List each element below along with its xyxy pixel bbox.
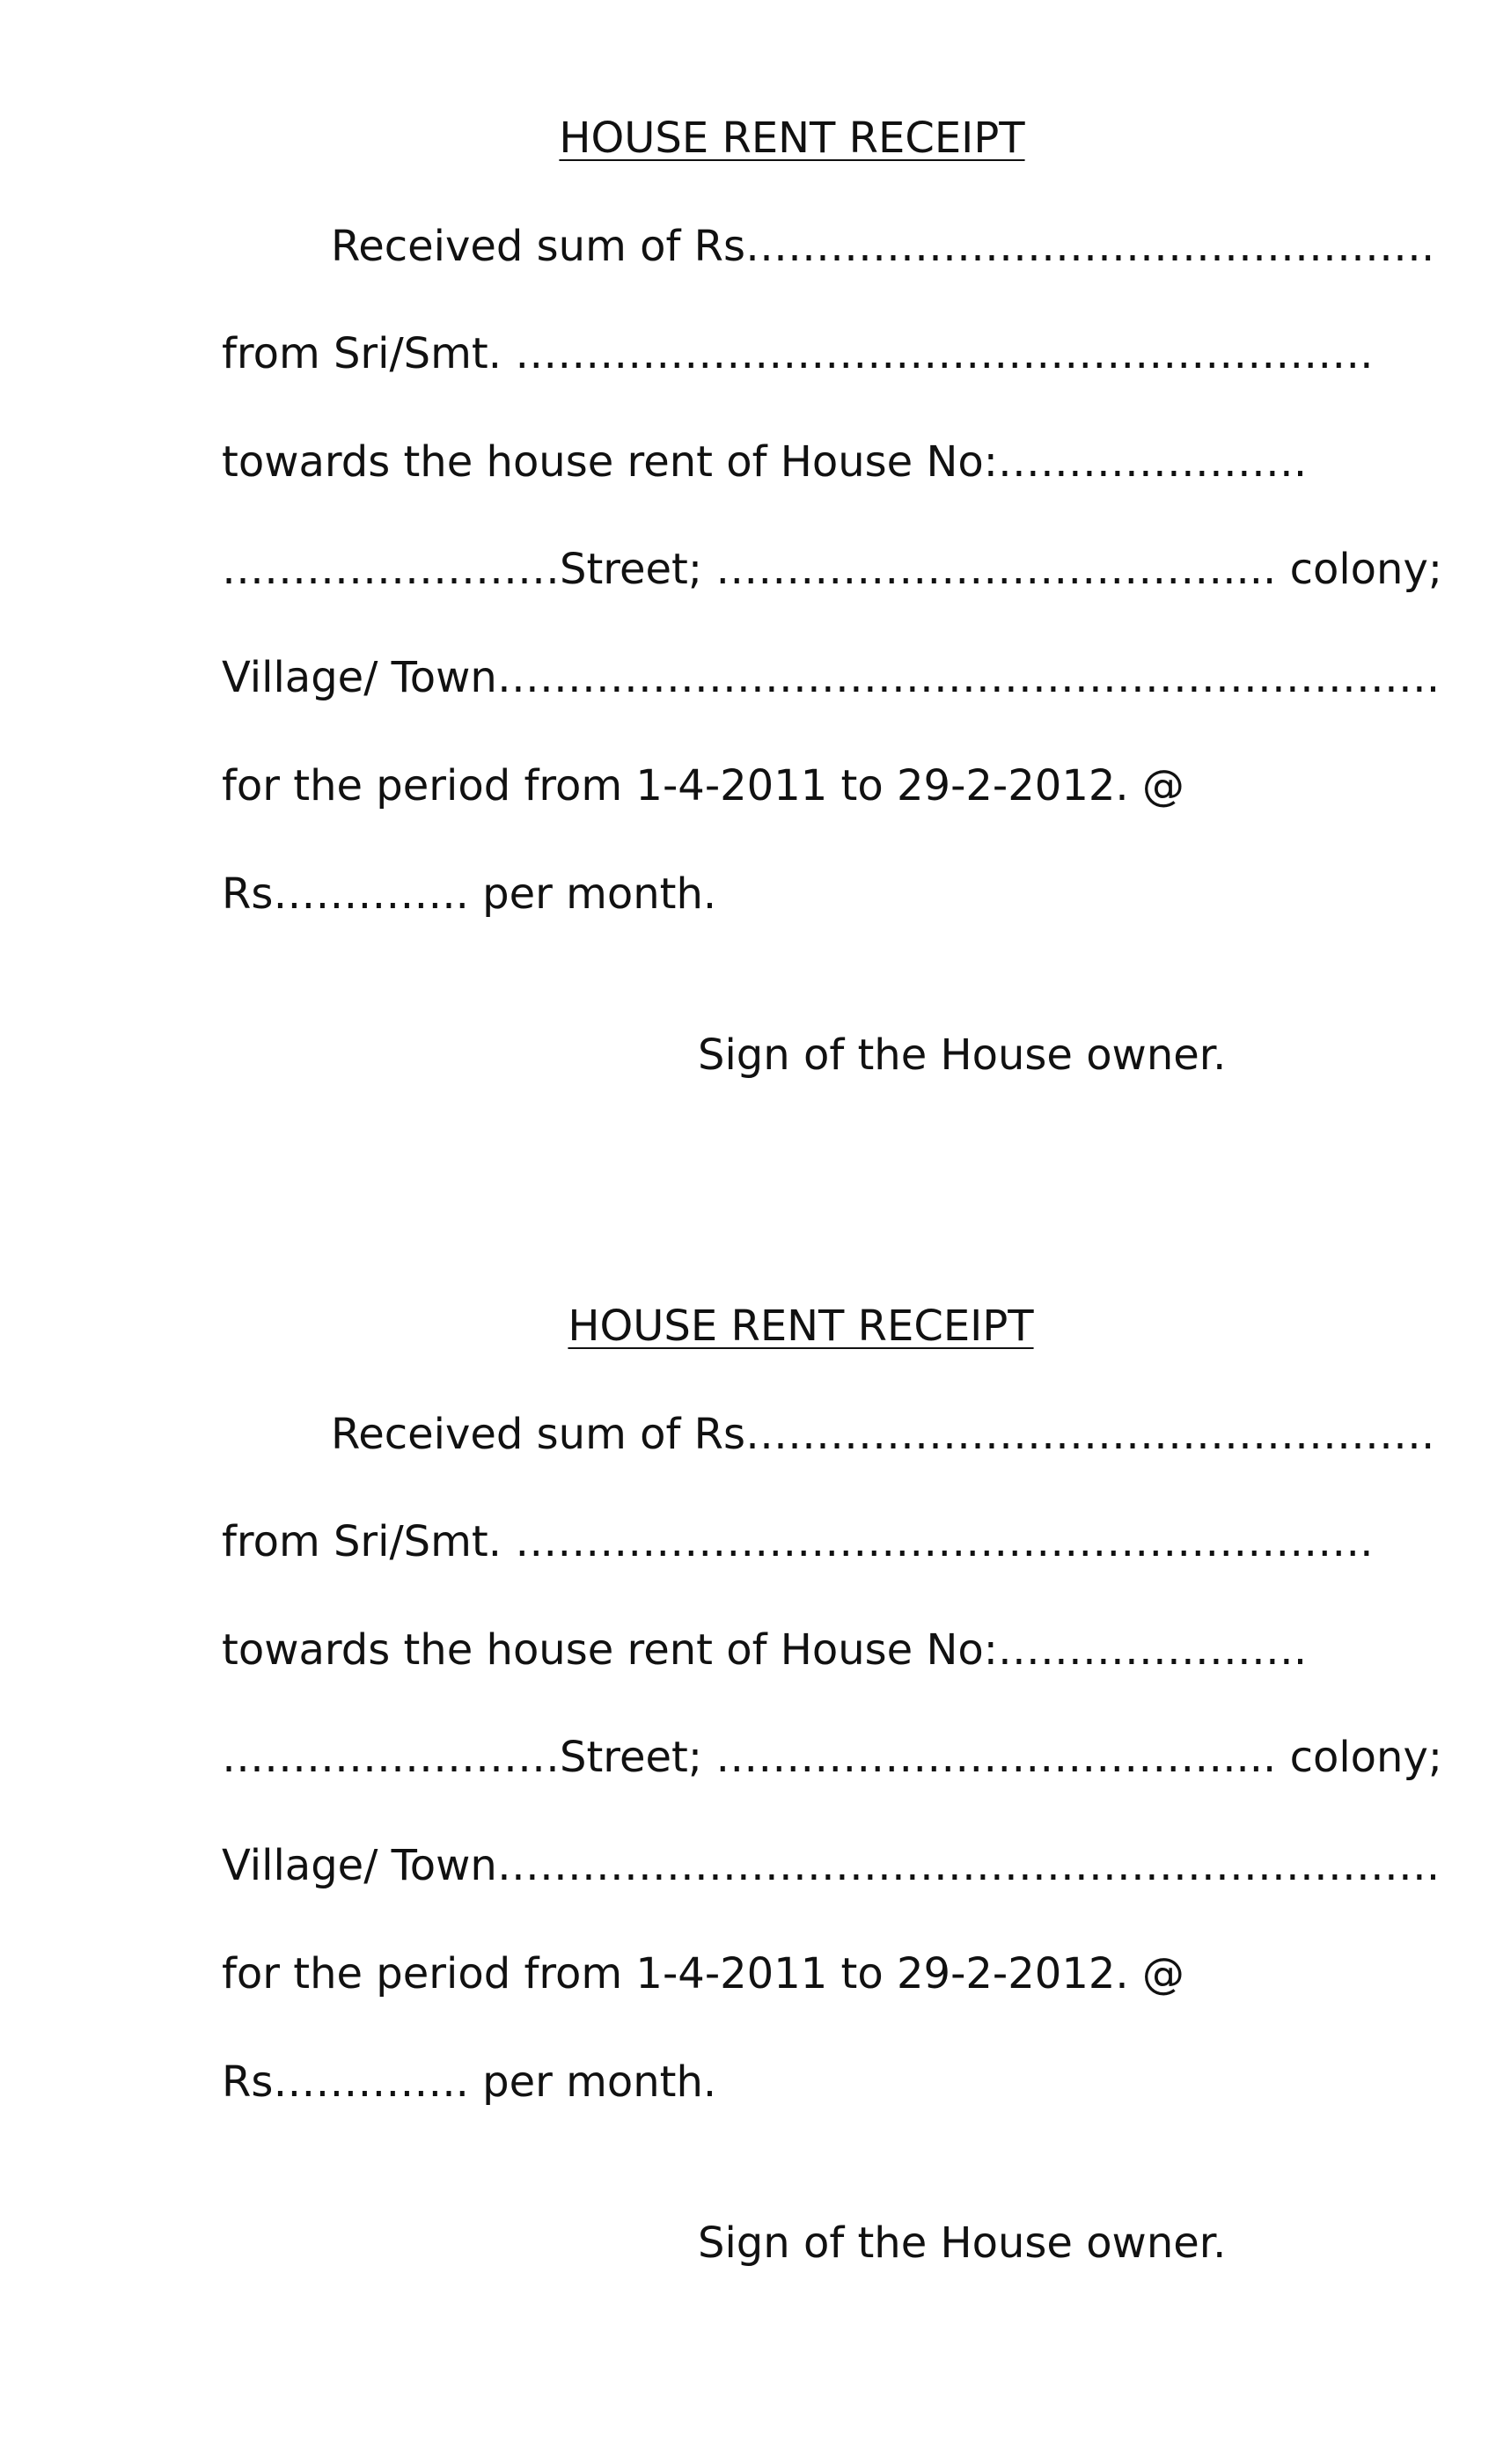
monthly-rate-line: Rs………….. per month.	[222, 2057, 717, 2107]
period-line: for the period from 1-4-2011 to 29-2-2012. @	[222, 1949, 1184, 1998]
received-sum-line: Received sum of Rs………………………………………….	[331, 1410, 1435, 1459]
house-owner-signature-label: Sign of the House owner.	[698, 1030, 1227, 1080]
street-colony-line: ……………………Street; ……………………………….... colony;	[222, 1733, 1443, 1782]
from-name-line: from Sri/Smt. …………………………………………………….	[222, 1517, 1374, 1566]
village-town-line: Village/ Town………………………………………………………….	[222, 1841, 1441, 1890]
receipt-title: HOUSE RENT RECEIPT	[568, 1302, 1034, 1351]
house-owner-signature-label: Sign of the House owner.	[698, 2218, 1227, 2268]
received-sum-line: Received sum of Rs………………………………………….	[331, 222, 1435, 271]
monthly-rate-line: Rs………….. per month.	[222, 869, 717, 919]
period-line: for the period from 1-4-2011 to 29-2-2012. @	[222, 761, 1184, 810]
house-number-line: towards the house rent of House No:………………….	[222, 1625, 1308, 1675]
village-town-line: Village/ Town………………………………………………………….	[222, 653, 1441, 702]
receipt-title: HOUSE RENT RECEIPT	[559, 114, 1025, 163]
house-number-line: towards the house rent of House No:………………….	[222, 437, 1308, 487]
street-colony-line: ……………………Street; ……………………………….... colony;	[222, 545, 1443, 594]
from-name-line: from Sri/Smt. …………………………………………………….	[222, 329, 1374, 378]
